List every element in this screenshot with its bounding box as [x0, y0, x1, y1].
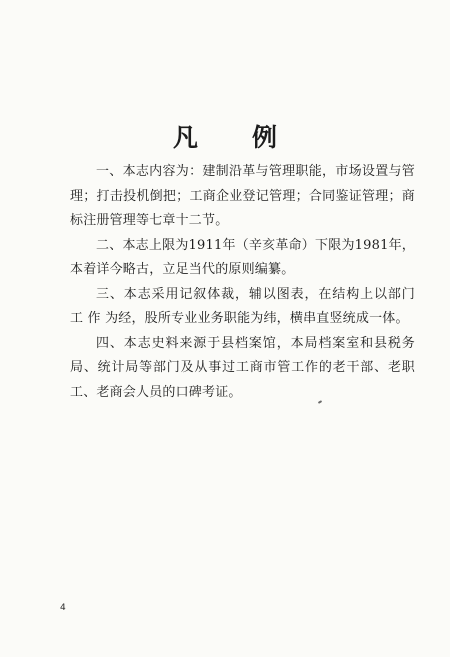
page-title	[0, 118, 450, 154]
paragraph-4: 四、本志史料来源于县档案馆，本局档案室和县税务局、统计局等部门及从事过工商市管工作的老干部、老职工、老商会人员的口碑考证。	[70, 335, 415, 400]
title-char-2: 例	[252, 123, 278, 152]
title-char-1: 凡	[172, 123, 198, 152]
paragraph-1: 一、本志内容为：建制沿革与管理职能，市场设置与管理；打击投机倒把；工商企业登记管理；合同鉴证管理；商标注册管理等七章十二节。	[70, 164, 415, 228]
body-text	[70, 160, 415, 405]
paragraph-2: 二、本志上限为1911年（辛亥革命）下限为1981年，本着详今略古，立足当代的原则编纂。	[70, 237, 415, 277]
page-number: 4	[60, 603, 66, 613]
paragraph-3: 三、本志采用记叙体裁，辅以图表，在结构上以部门 工 作 为经，股所专业业务职能为纬，横串直竖统成一体。	[70, 286, 415, 326]
